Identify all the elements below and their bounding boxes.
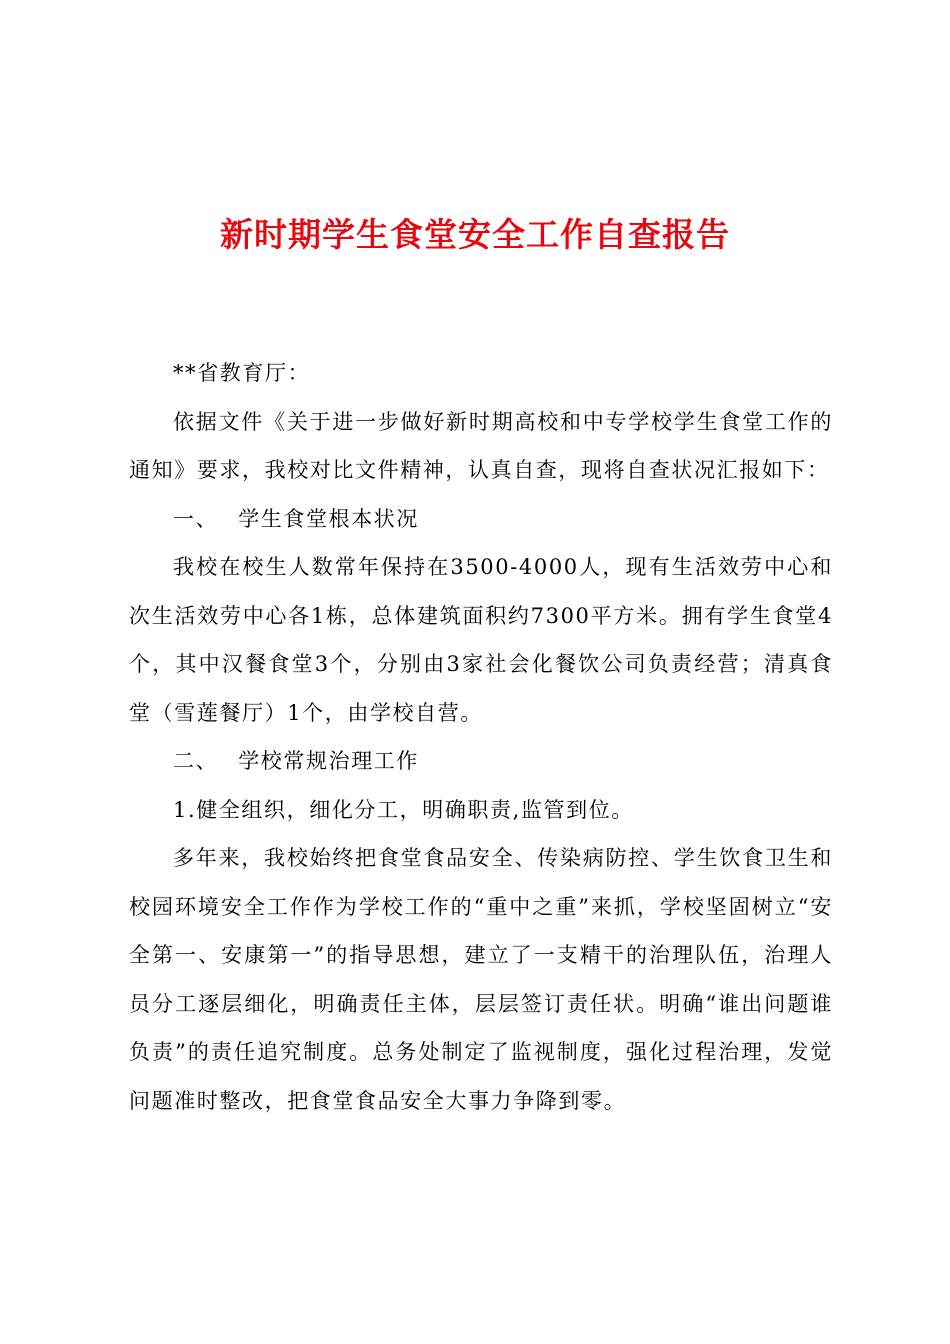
section-2-number: 二、	[173, 749, 219, 773]
salutation: **省教育厅：	[173, 361, 311, 385]
document-body	[129, 349, 833, 1125]
section-2-title: 学校常规治理工作	[238, 749, 420, 773]
section-1-heading	[129, 495, 833, 544]
section-1-title: 学生食堂根本状况	[238, 506, 420, 531]
section-2-heading	[129, 737, 833, 786]
document-title: 新时期学生食堂安全工作自查报告	[220, 215, 730, 254]
section-1-number: 一、	[173, 506, 219, 531]
item-1-heading: 1.健全组织，细化分工，明确职责,监管到位。	[173, 797, 634, 822]
item-1-paragraph: 多年来，我校始终把食堂食品安全、传染病防控、学生饮食卫生和校园环境安全工作作为学校工作的“重中之重”来抓，学校坚固树立“安全第一、安康第一”的指导思想，建立了一支精干的治理队伍，治理人员分工逐层细化，明确责任主体，层层签订责任状。明确“谁出问题谁负责”的责任追究制度。总务处制定了监视制度，强化过程治理，发觉问题准时整改，把食堂食品安全大事力争降到零。	[129, 846, 833, 1113]
section-1-paragraph: 我校在校生人数常年保持在3500-4000人，现有生活效劳中心和次生活效劳中心各1栋，总体建筑面积约7300平方米。拥有学生食堂4个，其中汉餐食堂3个，分别由3家社会化餐饮公司负责经营；清真食堂（雪莲餐厅）1个，由学校自营。	[129, 555, 833, 725]
intro-paragraph: 依据文件《关于进一步做好新时期高校和中专学校学生食堂工作的通知》要求，我校对比文件精神，认真自查，现将自查状况汇报如下：	[129, 409, 833, 482]
